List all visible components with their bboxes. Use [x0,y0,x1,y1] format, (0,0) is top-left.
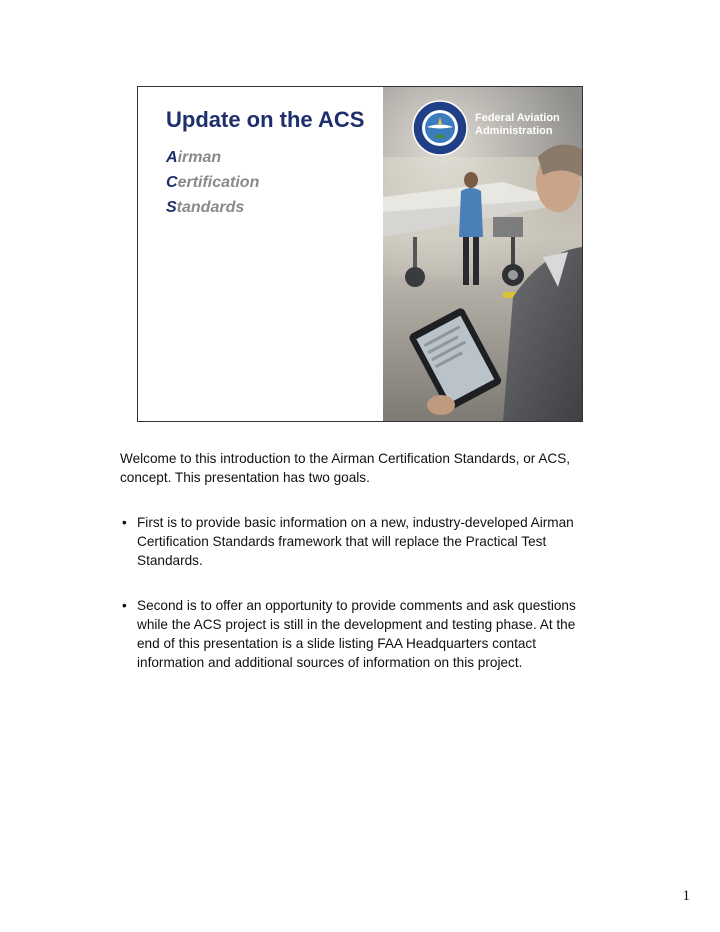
faa-name-line2: Administration [475,125,553,137]
acronym-rest: irman [177,149,222,166]
acronym-line-certification [166,174,259,192]
faa-name-line1: Federal Aviation [475,112,560,124]
acronym-initial: A [166,149,178,166]
notes-bullet-2 [120,596,600,672]
acronym-initial: C [166,174,178,191]
acronym-line-airman [166,149,221,167]
hangar-photo [383,87,582,421]
faa-seal-icon [412,100,468,156]
faa-name [475,112,560,138]
slide-title: Update on the ACS [166,107,365,132]
bullet-dot: • [122,598,127,613]
bullet-dot: • [122,515,127,530]
acronym-initial: S [166,199,177,216]
page-number: 1 [682,888,690,904]
bullet-text: Second is to offer an opportunity to provide comments and ask questions while the ACS project is still in the development and testing phase. At the end of this presentation is a slide listing FAA Headquarters contact information and additional sources of information on this project. [137,598,576,670]
acronym-line-standards [166,199,244,217]
acronym-rest: tandards [176,199,245,216]
notes-intro: Welcome to this introduction to the Airman Certification Standards, or ACS, concept. This presentation has two goals. [120,451,571,485]
acronym-rest: ertification [177,174,260,191]
slide-thumbnail [137,86,583,422]
bullet-text: First is to provide basic information on a new, industry-developed Airman Certification Standards framework that will replace the Practical Test Standards. [137,515,574,568]
notes-bullet-1 [120,513,600,570]
speaker-notes [120,449,600,698]
